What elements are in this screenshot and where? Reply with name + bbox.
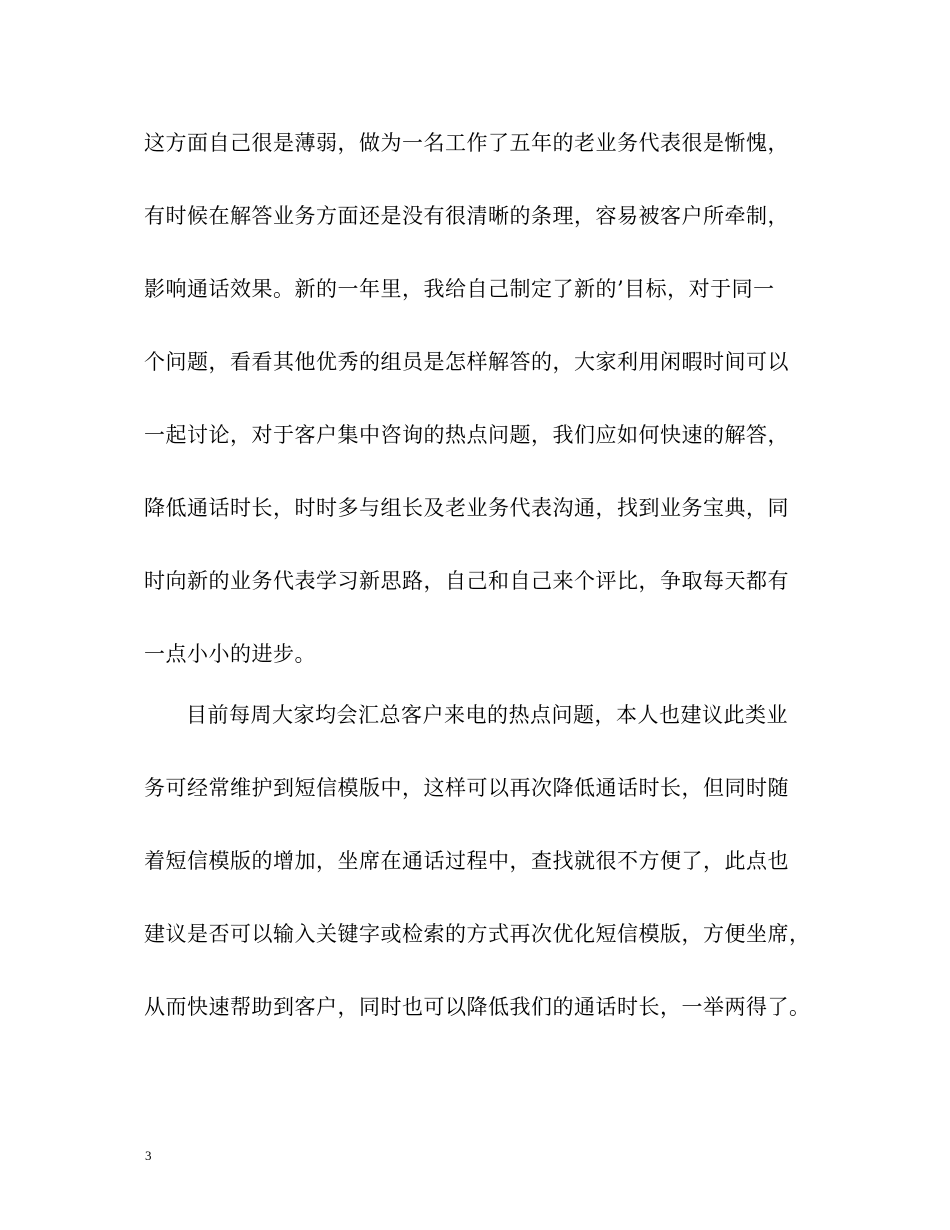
paragraph-2-line-1: 目前每周大家均会汇总客户来电的热点问题，本人也建议此类业: [186, 703, 788, 727]
paragraph-1-line-7: 时向新的业务代表学习新思路，自己和自己来个评比，争取每天都有: [144, 569, 789, 593]
paragraph-2-line-3: 着短信模版的增加，坐席在通话过程中，查找就很不方便了，此点也: [144, 849, 789, 873]
paragraph-1-line-1: 这方面自己很是薄弱，做为一名工作了五年的老业务代表很是惭愧，: [144, 131, 789, 155]
paragraph-1-line-3: 影响通话效果。新的一年里，我给自己制定了新的’目标，对于同一: [144, 277, 775, 301]
paragraph-2-line-5: 从而快速帮助到客户，同时也可以降低我们的通话时长，一举两得了。: [144, 995, 811, 1019]
page-number: 3: [145, 1148, 152, 1163]
paragraph-1-line-6: 降低通话时长，时时多与组长及老业务代表沟通，找到业务宝典，同: [144, 496, 789, 520]
paragraph-2-line-2: 务可经常维护到短信模版中，这样可以再次降低通话时长，但同时随: [144, 776, 789, 800]
paragraph-1-line-8: 一点小小的进步。: [144, 642, 316, 666]
paragraph-1-line-5: 一起讨论，对于客户集中咨询的热点问题，我们应如何快速的解答，: [144, 423, 789, 447]
paragraph-2-line-4: 建议是否可以输入关键字或检索的方式再次优化短信模版，方便坐席，: [144, 922, 811, 946]
paragraph-1-line-2: 有时候在解答业务方面还是没有很清晰的条理，容易被客户所牵制，: [144, 204, 789, 228]
paragraph-1-line-4: 个问题，看看其他优秀的组员是怎样解答的，大家利用闲暇时间可以: [144, 350, 789, 374]
